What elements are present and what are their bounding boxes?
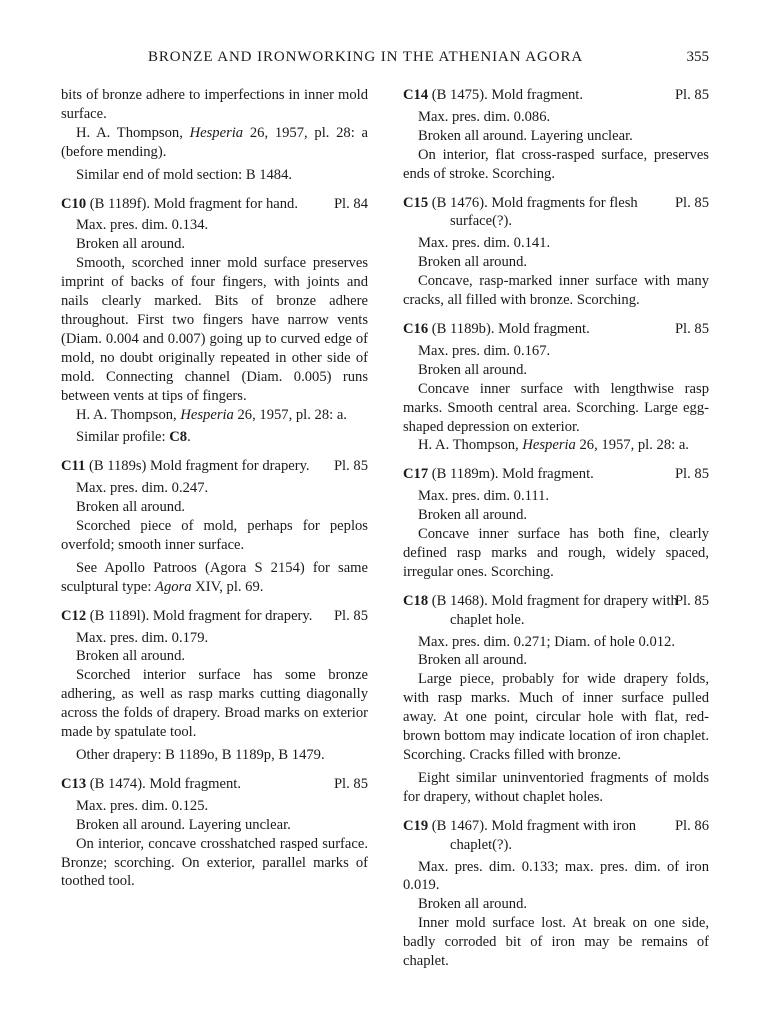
description: On interior, flat cross-rasped surface, preserves ends of stroke. Scorching. [403, 146, 709, 182]
dimensions: Max. pres. dim. 0.167. [418, 342, 551, 359]
plate-reference: Pl. 85 [674, 466, 709, 483]
catalog-number: C18 [403, 592, 429, 609]
condition: Broken all around. [418, 361, 528, 378]
condition: Broken all around. [76, 499, 186, 516]
entry-title: (B 1189s) Mold fragment for drapery. [85, 458, 310, 475]
catalog-number: C17 [403, 466, 429, 483]
description: Scorched piece of mold, perhaps for peplos overfold; smooth inner surface. [61, 518, 368, 553]
condition: Broken all around. Layering unclear. [76, 816, 291, 833]
catalog-entry-c15 [403, 194, 709, 310]
description: Concave inner surface has both fine, clearly defined rasp marks and rough, widely spaced, irregular ones. Scorching. [403, 526, 709, 580]
entry-title: (B 1476). Mold fragments for flesh surface(?). [428, 194, 638, 230]
entry-title: (B 1475). Mold fragment. [428, 87, 583, 103]
catalog-number: C15 [403, 194, 429, 211]
catalog-entry-c16 [403, 320, 709, 455]
dimensions: Max. pres. dim. 0.133; max. pres. dim. of iron 0.019. [403, 858, 709, 894]
description: Large piece, probably for wide drapery folds, with rasp marks. Much of inner surface pulled away. At one point, circular hole with flat, red-brown bottom may indicate location of iron chaplet. Scorching. Cracks filled with bronze. [403, 671, 709, 763]
entry-title: (B 1468). Mold fragment for drapery with chaplet hole. [428, 592, 678, 628]
entry-title: (B 1189f). Mold fragment for hand. [86, 195, 298, 212]
catalog-entry-c18 [403, 592, 709, 807]
description: Concave inner surface with lengthwise rasp marks. Smooth central area. Scorching. Large egg-shaped depression on exterior. [403, 380, 709, 435]
plate-reference: Pl. 85 [333, 607, 368, 624]
left-column [61, 86, 368, 891]
description: Inner mold surface lost. At break on one side, badly corroded bit of iron may be remains of chaplet. [403, 915, 709, 970]
description: Scorched interior surface has some bronze adhering, as well as rasp marks cutting diagonally across the folds of drapery. Broad marks on exterior made by spatulate tool. [61, 667, 368, 741]
condition: Broken all around. [76, 236, 186, 253]
entry-title: (B 1189m). Mold fragment. [428, 466, 594, 483]
plate-reference: Pl. 85 [674, 320, 709, 337]
entry-title: (B 1189b). Mold fragment. [428, 320, 590, 337]
plate-reference: Pl. 85 [674, 87, 709, 103]
catalog-number: C10 [61, 195, 87, 212]
entry-heading [403, 86, 709, 105]
running-head [0, 49, 773, 71]
catalog-entry-c10 [61, 195, 368, 448]
reference: H. A. Thompson, Hesperia 26, 1957, pl. 28: a. [76, 406, 347, 423]
entry-heading [403, 320, 709, 339]
catalog-number: C11 [61, 458, 86, 475]
condition: Broken all around. [76, 648, 186, 665]
continuation-entry [61, 86, 368, 185]
catalog-number: C14 [403, 87, 429, 103]
running-head-title: BRONZE AND IRONWORKING IN THE ATHENIAN AGORA [148, 49, 584, 65]
description: Smooth, scorched inner mold surface preserves imprint of backs of four fingers, with joints and nails clearly marked. Bits of bronze adhere throughout. First two fingers have narrow vents (Diam. 0.004 and 0.007) going up to curved edge of mold, no doubt originally repeated in other side of mold. Connecting channel (Diam. 0.005) runs between vents at tips of fingers. [61, 255, 368, 404]
entry-title: (B 1474). Mold fragment. [86, 775, 241, 792]
page-number: 355 [686, 49, 709, 65]
condition: Broken all around. Layering unclear. [418, 127, 633, 144]
dimensions: Max. pres. dim. 0.247. [76, 480, 209, 497]
plate-reference: Pl. 84 [333, 195, 368, 212]
note: Eight similar uninventoried fragments of molds for drapery, without chaplet holes. [403, 769, 709, 805]
catalog-entry-c17 [403, 465, 709, 581]
catalog-number: C16 [403, 320, 429, 337]
plate-reference: Pl. 85 [674, 592, 709, 609]
right-column [403, 86, 709, 971]
plate-reference: Pl. 85 [333, 458, 368, 475]
reference: H. A. Thompson, Hesperia 26, 1957, pl. 28: a. [418, 437, 689, 454]
plate-reference: Pl. 85 [333, 775, 368, 792]
catalog-number: C13 [61, 775, 87, 792]
catalog-number: C19 [403, 817, 429, 834]
catalog-entry-c19 [403, 817, 709, 971]
note: Similar profile: C8. [76, 429, 191, 446]
entry-heading [61, 457, 368, 476]
description: Concave, rasp-marked inner surface with many cracks, all filled with bronze. Scorching. [403, 273, 709, 309]
entry-heading [403, 194, 709, 232]
note: See Apollo Patroos (Agora S 2154) for same sculptural type: Agora XIV, pl. 69. [61, 559, 368, 595]
entry-heading [61, 775, 368, 794]
entry-heading [61, 607, 368, 626]
note: Other drapery: B 1189o, B 1189p, B 1479. [76, 747, 325, 763]
entry-title: (B 1467). Mold fragment with iron chaplet(?). [428, 817, 637, 853]
condition: Broken all around. [418, 254, 528, 271]
dimensions: Max. pres. dim. 0.111. [418, 488, 550, 505]
description: On interior, concave crosshatched rasped surface. Bronze; scorching. On exterior, parallel marks of toothed tool. [61, 835, 368, 890]
note: Similar end of mold section: B 1484. [76, 166, 293, 183]
dimensions: Max. pres. dim. 0.125. [76, 797, 209, 814]
condition: Broken all around. [418, 896, 528, 913]
condition: Broken all around. [418, 652, 528, 669]
dimensions: Max. pres. dim. 0.141. [418, 235, 551, 252]
entry-heading [61, 195, 368, 214]
catalog-number: C12 [61, 607, 87, 624]
reference: H. A. Thompson, Hesperia 26, 1957, pl. 28: a (before mending). [61, 124, 368, 160]
entry-heading [403, 465, 709, 484]
entry-title: (B 1189l). Mold fragment for drapery. [86, 607, 313, 624]
dimensions: Max. pres. dim. 0.271; Diam. of hole 0.012. [418, 633, 675, 650]
dimensions: Max. pres. dim. 0.179. [76, 629, 209, 646]
catalog-entry-c12 [61, 607, 368, 765]
entry-heading [403, 592, 709, 630]
dimensions: Max. pres. dim. 0.134. [76, 217, 209, 234]
plate-reference: Pl. 85 [674, 194, 709, 211]
catalog-entry-c13 [61, 775, 368, 891]
plate-reference: Pl. 86 [674, 817, 709, 834]
dimensions: Max. pres. dim. 0.086. [418, 108, 551, 125]
catalog-entry-c14 [403, 86, 709, 184]
catalog-entry-c11 [61, 457, 368, 596]
entry-heading [403, 817, 709, 855]
condition: Broken all around. [418, 507, 528, 524]
continuation-text: bits of bronze adhere to imperfections in inner mold surface. [61, 87, 368, 122]
